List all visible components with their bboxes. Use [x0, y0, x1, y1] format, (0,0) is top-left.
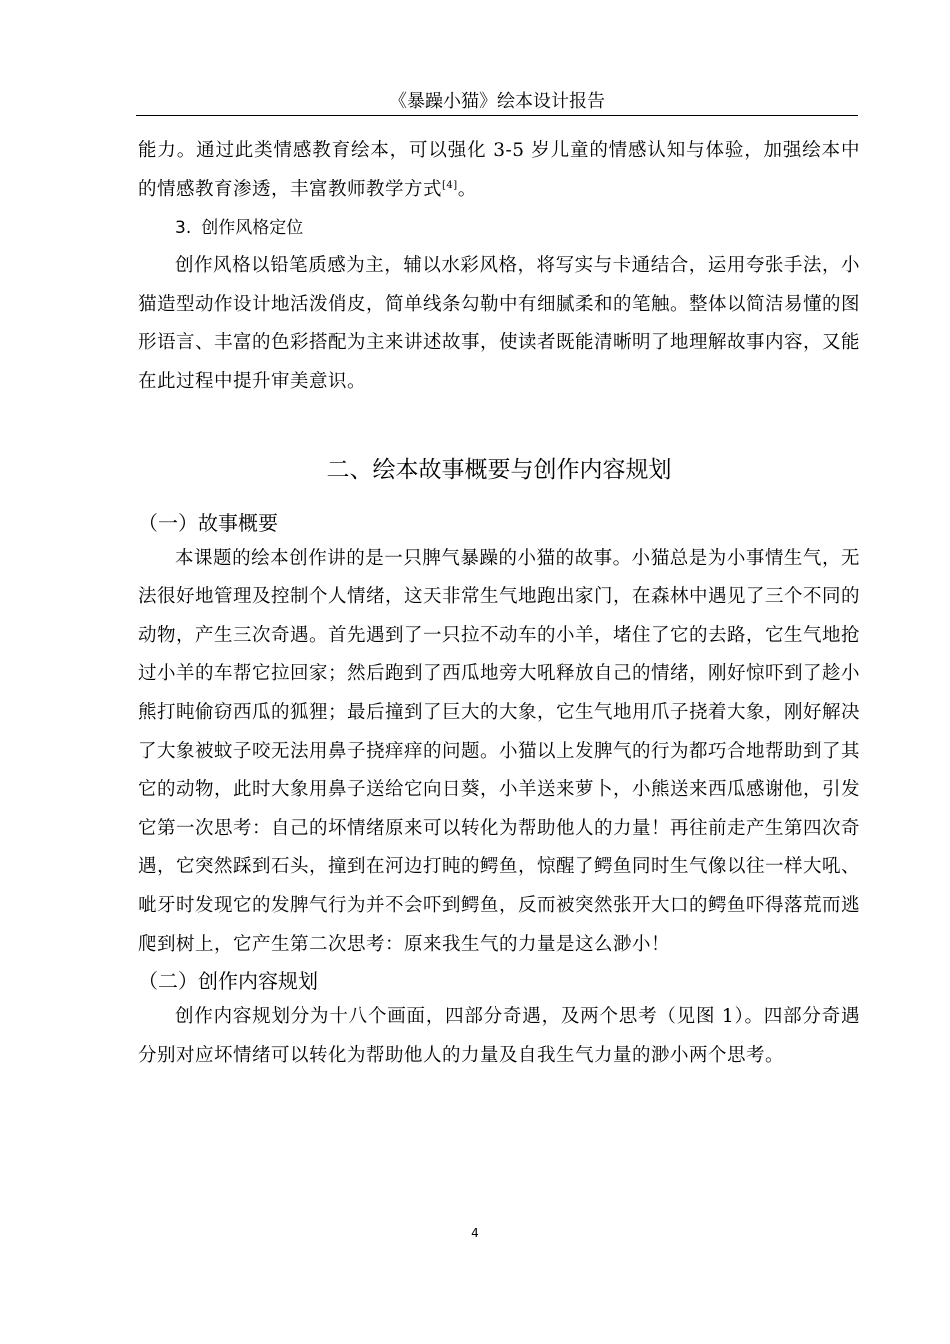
header-rule — [136, 115, 858, 116]
running-header: 《暴躁小猫》绘本设计报告 — [389, 91, 605, 112]
subsection-3-title: 创作风格定位 — [201, 218, 304, 239]
section-2-title: 二、绘本故事概要与创作内容规划 — [326, 456, 672, 483]
page-number: 4 — [471, 1226, 479, 1240]
citation-mark: [4] — [442, 179, 458, 191]
continuation-text: 能力。通过此类情感教育绘本，可以强化 3-5 岁儿童的情感认知与体验，加强绘本中的情感教育渗透，丰富教师教学方式 — [138, 140, 860, 200]
subsection-story-summary-heading: （一）故事概要 — [138, 510, 278, 535]
content-plan-paragraph: 创作内容规划分为十八个画面，四部分奇遇，及两个思考（见图 1）。四部分奇遇分别对应坏情绪可以转化为帮助他人的力量及自我生气力量的渺小两个思考。 — [138, 1006, 860, 1066]
page-content — [138, 132, 860, 1075]
subsection-content-plan-heading: （二）创作内容规划 — [138, 969, 318, 994]
subsection-3-number: 3. — [175, 218, 192, 239]
story-summary-paragraph: 本课题的绘本创作讲的是一只脾气暴躁的小猫的故事。小猫总是为小事情生气，无法很好地管理及控制个人情绪，这天非常生气地跑出家门，在森林中遇见了三个不同的动物，产生三次奇遇。首先遇到了一只拉不动车的小羊，堵住了它的去路，它生气地抢过小羊的车帮它拉回家；然后跑到了西瓜地旁大吼释放自己的情绪，刚好惊吓到了趁小熊打盹偷窃西瓜的狐狸；最后撞到了巨大的大象，它生气地用爪子挠着大象，刚好解决了大象被蚊子咬无法用鼻子挠痒痒的问题。小猫以上发脾气的行为都巧合地帮助到了其它的动物，此时大象用鼻子送给它向日葵，小羊送来萝卜，小熊送来西瓜感谢他，引发它第一次思考：自己的坏情绪原来可以转化为帮助他人的力量！再往前走产生第四次奇遇，它突然踩到石头，撞到在河边打盹的鳄鱼，惊醒了鳄鱼同时生气像以往一样大吼、呲牙时发现它的发脾气行为并不会吓到鳄鱼，反而被突然张开大口的鳄鱼吓得落荒而逃爬到树上，它产生第二次思考：原来我生气的力量是这么渺小！ — [138, 547, 861, 955]
section-title-spacer — [138, 486, 860, 506]
section-spacer — [138, 402, 860, 454]
continuation-end: 。 — [457, 178, 477, 200]
style-paragraph: 创作风格以铅笔质感为主，辅以水彩风格，将写实与卡通结合，运用夸张手法，小猫造型动作设计地活泼俏皮，简单线条勾勒中有细腻柔和的笔触。整体以简洁易懂的图形语言、丰富的色彩搭配为主来讲述故事，使读者既能清晰明了地理解故事内容，又能在此过程中提升审美意识。 — [138, 255, 861, 392]
subsection-3-heading — [138, 209, 860, 247]
continuation-paragraph — [138, 132, 860, 209]
